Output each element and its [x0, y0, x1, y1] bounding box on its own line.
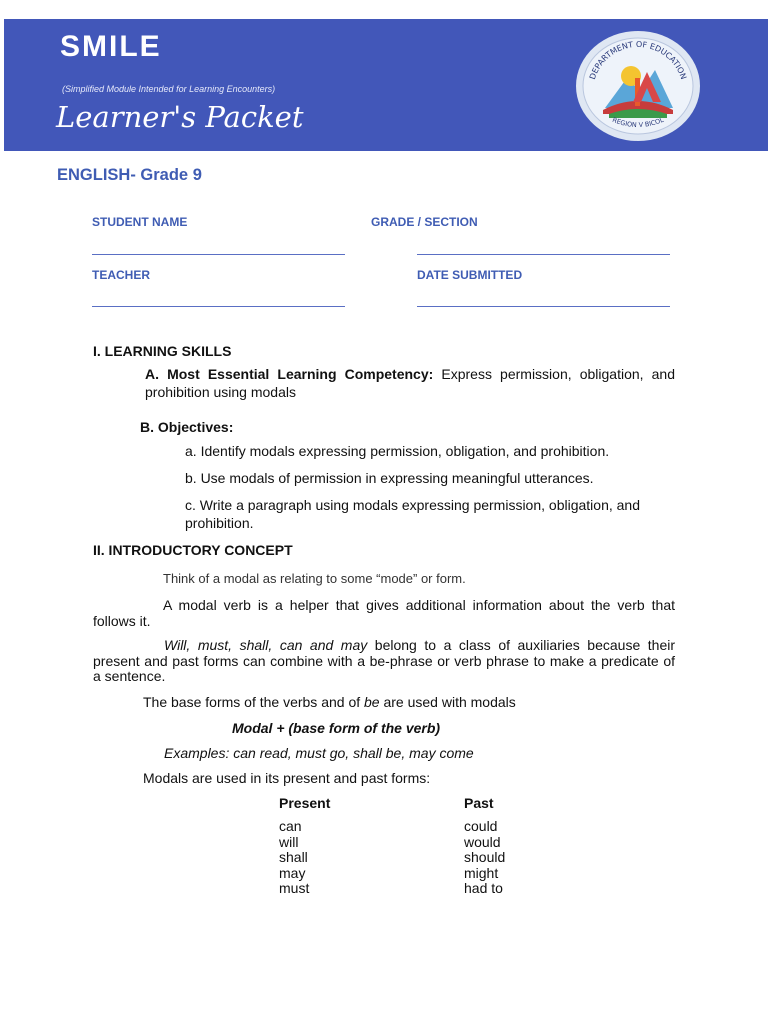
competency-label: A. Most Essential Learning Competency:	[145, 366, 434, 382]
base-forms-text-a: The base forms of the verbs and of	[143, 694, 365, 710]
past-could: could	[464, 818, 498, 834]
teacher-label: TEACHER	[92, 268, 151, 282]
base-forms-line	[143, 693, 516, 711]
modal-definition-paragraph: A modal verb is a helper that gives additional information about the verb that follows it.	[93, 597, 675, 629]
past-should: should	[464, 849, 506, 865]
objective-b: b. Use modals of permission in expressing meaningful utterances.	[185, 470, 594, 486]
seal-top-text: DEPARTMENT OF EDUCATION	[587, 39, 689, 81]
table-row	[464, 819, 505, 897]
learning-skills-heading: I. LEARNING SKILLS	[93, 343, 232, 359]
student-name-line[interactable]	[92, 254, 345, 255]
forms-intro: Modals are used in its present and past forms:	[143, 770, 431, 786]
seal-bottom-text: REGION V BICOL	[611, 115, 665, 130]
present-may: may	[279, 864, 306, 881]
examples-line: Examples: can read, must go, shall be, may come	[164, 745, 474, 761]
past-would: would	[464, 833, 501, 850]
introductory-concept-heading: II. INTRODUCTORY CONCEPT	[93, 542, 293, 558]
present-must: must	[279, 880, 310, 896]
objectives-heading: B. Objectives:	[140, 419, 234, 435]
brand-title: SMILE	[60, 30, 162, 63]
date-submitted-line[interactable]	[417, 306, 670, 307]
modal-formula: Modal + (base form of the verb)	[232, 720, 441, 736]
competency-paragraph	[145, 365, 675, 401]
past-had-to: had to	[464, 880, 503, 896]
table-header-past: Past	[464, 795, 494, 811]
grade-section-line[interactable]	[417, 254, 670, 255]
modals-list-italic: Will, must, shall, can and may	[164, 637, 368, 653]
be-italic: be	[364, 694, 380, 710]
present-can: can	[279, 818, 302, 834]
teacher-line[interactable]	[92, 306, 345, 307]
date-submitted-label: DATE SUBMITTED	[417, 268, 523, 282]
past-might: might	[464, 864, 499, 881]
objective-c: c. Write a paragraph using modals expressing permission, obligation, and prohibition.	[185, 497, 640, 531]
subject-title: ENGLISH- Grade 9	[57, 166, 202, 184]
auxiliaries-text: belong to a class of auxiliaries because their present and past forms can combine with a be-phrase or verb phrase to make a predicate of a sentence.	[93, 637, 675, 684]
brand-subtitle: (Simplified Module Intended for Learning Encounters)	[62, 84, 276, 94]
base-forms-text-b: are used with modals	[379, 694, 516, 710]
packet-title: Learner's Packet	[56, 100, 304, 134]
auxiliaries-paragraph	[93, 638, 675, 685]
student-name-label: STUDENT NAME	[92, 215, 188, 229]
present-will: will	[279, 833, 299, 850]
present-shall: shall	[279, 849, 308, 865]
deped-seal-logo	[575, 30, 701, 142]
table-row	[279, 819, 309, 897]
competency-text: Express permission, obligation, and prohibition using modals	[145, 366, 675, 400]
table-header-present: Present	[279, 795, 331, 811]
think-line: Think of a modal as relating to some “mode” or form.	[163, 571, 466, 586]
grade-section-label: GRADE / SECTION	[371, 215, 478, 229]
objective-a: a. Identify modals expressing permission, obligation, and prohibition.	[185, 443, 610, 459]
